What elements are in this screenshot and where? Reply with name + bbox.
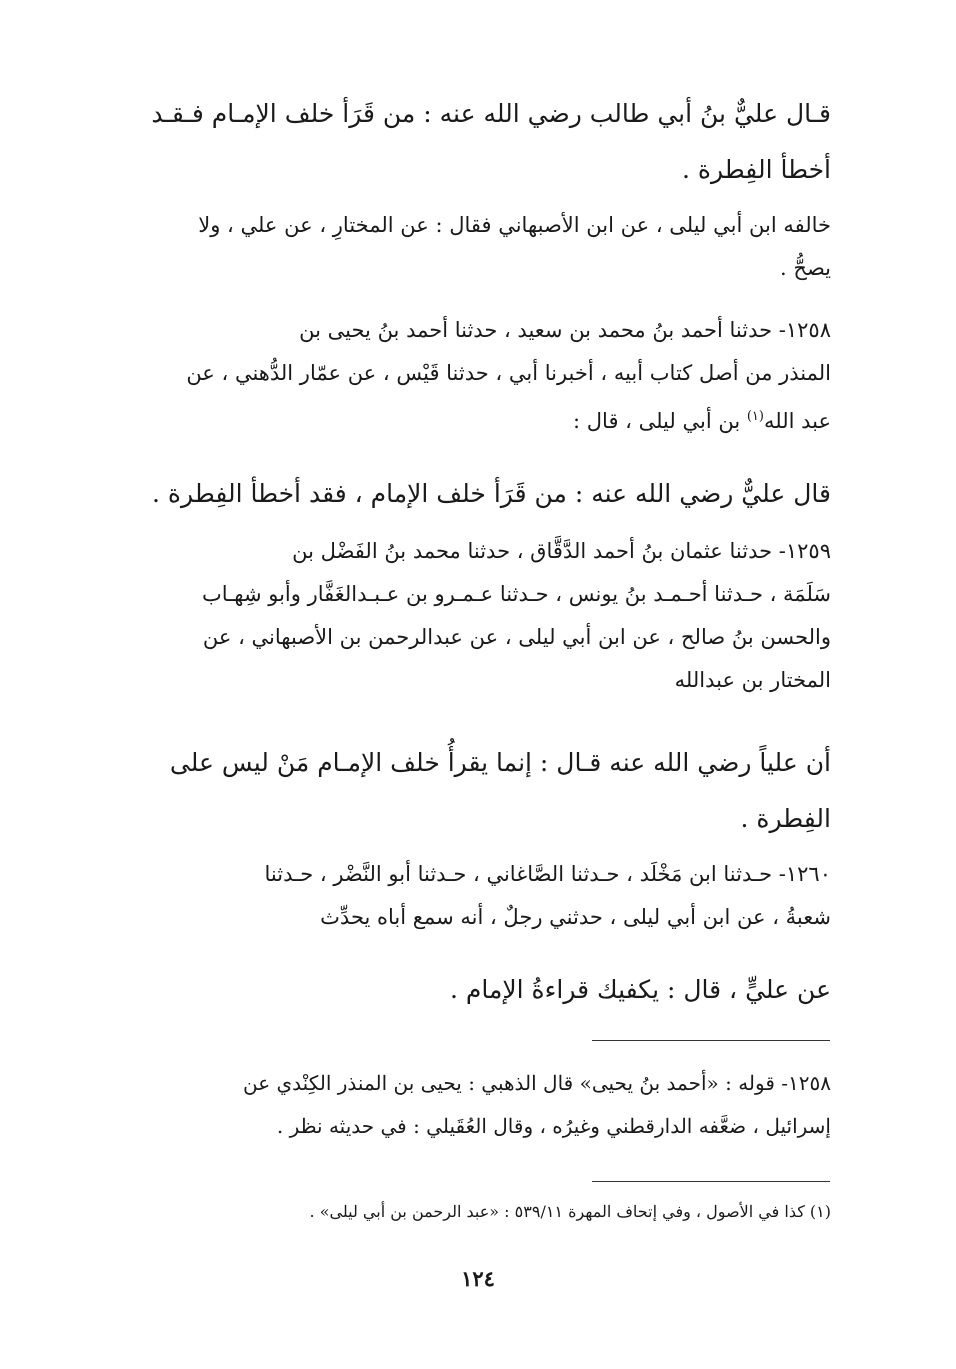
page-number: ١٢٤ <box>461 1266 495 1291</box>
hadith-1260 <box>125 853 831 939</box>
text-line: ١٢٥٨- قوله : «أحمد بنُ يحيى» قال الذهبي : يحيى بن المنذر الكِنْدي عن <box>243 1071 831 1095</box>
text-line: سَلَمَة ، حـدثنا أحـمـد بنُ يونس ، حـدثنا عـمـرو بن عـبـدالغَفَّار وأبو شِهـاب <box>201 582 831 606</box>
hadith-1258 <box>125 309 831 443</box>
text-line: والحسن بنُ صالح ، عن ابن أبي ليلى ، عن عبدالرحمن بن الأصبهاني ، عن <box>202 625 831 649</box>
text-line: أن علياً رضي الله عنه قـال : إنما يقرأُ خلف الإمـام مَنْ ليس على <box>169 748 831 777</box>
text-line: قال عليٌّ رضي الله عنه : من قَرَأ خلف الإمام ، فقد أخطأ الفِطرة . <box>152 479 831 508</box>
text-line: المنذر من أصل كتاب أبيه ، أخبرنا أبي ، حدثنا قَيْس ، عن عمّار الدُّهني ، عن <box>186 361 831 385</box>
text-line: قـال عليٌّ بنُ أبي طالب رضي الله عنه : من قَرَأ خلف الإمـام فـقـد <box>151 99 831 128</box>
footnote-1258 <box>125 1062 831 1148</box>
text-line: أخطأ الفِطرة . <box>682 155 831 184</box>
quote-ali-2 <box>125 466 831 522</box>
footnote-reference-note <box>125 1197 831 1227</box>
text-line: ١٢٥٨- حدثنا أحمد بنُ محمد بن سعيد ، حدثنا أحمد بنُ يحيى بن <box>299 318 831 342</box>
text-line: عن عليٍّ ، قال : يكفيك قراءةُ الإمام . <box>450 975 831 1004</box>
text-segment: عبد الله <box>763 409 831 433</box>
text-line: ١٢٥٩- حدثنا عثمان بنُ أحمد الدَّقَّاق ، حدثنا محمد بنُ الفَضْل بن <box>292 539 831 563</box>
text-line <box>125 395 831 443</box>
text-segment: بن أبي ليلى ، قال : <box>573 409 747 433</box>
text-line: المختار بن عبدالله <box>674 668 831 692</box>
footnote-reference: (١) <box>746 409 764 424</box>
text-line: ١٢٦٠- حـدثنا ابن مَخْلَد ، حـدثنا الصَّاغاني ، حـدثنا أبو النَّضْر ، حـدثنا <box>264 862 831 886</box>
hadith-1259 <box>125 530 831 702</box>
text-line: إسرائيل ، ضعَّفه الدارقطني وغيرُه ، وقال العُقَيلي : في حديثه نظر . <box>276 1114 831 1138</box>
text-line: شعبةُ ، عن ابن أبي ليلى ، حدثني رجلٌ ، أنه سمع أباه يحدِّث <box>320 905 831 929</box>
text-line: يصحُّ . <box>780 256 831 280</box>
text-line: الفِطرة . <box>740 804 831 833</box>
note-paragraph <box>125 204 831 290</box>
quote-ali-4 <box>125 962 831 1018</box>
quote-ali-1 <box>125 86 831 198</box>
text-line: (١) كذا في الأصول ، وفي إتحاف المهرة ٥٣٩/١١ : «عبد الرحمن بن أبي ليلى» . <box>309 1202 831 1221</box>
text-line: خالفه ابن أبي ليلى ، عن ابن الأصبهاني فقال : عن المختارِ ، عن علي ، ولا <box>198 213 831 237</box>
quote-ali-3 <box>125 735 831 847</box>
footnote-divider <box>592 1040 830 1041</box>
footnote-divider <box>592 1181 830 1182</box>
